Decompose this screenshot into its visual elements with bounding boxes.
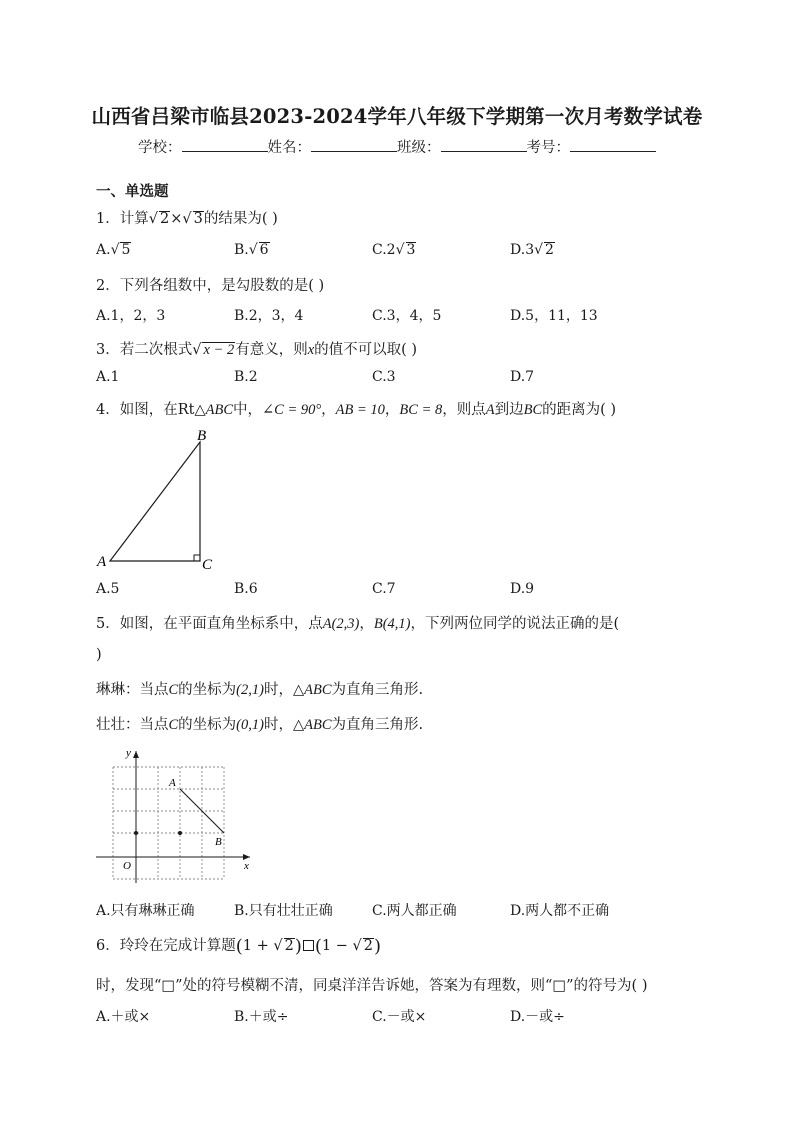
- q5-option-b[interactable]: B.只有壮壮正确: [234, 903, 333, 919]
- q4-condition: BC = 8: [399, 402, 443, 418]
- q6-radicand: 2: [363, 938, 373, 954]
- triangle-figure: [94, 423, 224, 573]
- q1-option-b[interactable]: [234, 242, 270, 258]
- q6-option-c[interactable]: C.－或×: [372, 1009, 427, 1025]
- section-heading: 一、单选题: [96, 183, 169, 200]
- q5-coord: (0,1): [236, 717, 264, 733]
- q1-option-d[interactable]: [510, 242, 555, 258]
- option-label: D.: [510, 242, 526, 258]
- q5-point-c: C: [168, 682, 179, 698]
- q4-sep: ，: [384, 402, 400, 418]
- y-axis-arrow-icon: [133, 751, 139, 758]
- q5-triangle: △ABC: [292, 717, 332, 733]
- q3-mid: 有意义，则: [235, 342, 308, 358]
- q3-option-a[interactable]: A.1: [96, 369, 120, 385]
- q4-side: BC: [523, 402, 543, 418]
- q1-option-a[interactable]: [96, 242, 131, 258]
- q6-text: 6．玲玲在完成计算题: [96, 938, 236, 954]
- q4-sep: ，: [321, 402, 336, 418]
- sqrt-icon: √: [395, 242, 405, 258]
- school-label: 学校：: [138, 140, 182, 156]
- q6-radicand: 2: [284, 938, 294, 954]
- right-paren: ): [373, 936, 382, 957]
- q4-option-b[interactable]: B.6: [234, 581, 258, 597]
- question-3: [96, 338, 417, 359]
- option-label: A.: [96, 242, 111, 258]
- radicand: 2: [545, 242, 554, 258]
- q5-text: 壮壮：当点: [96, 717, 169, 733]
- id-label: 考号：: [526, 140, 570, 156]
- left-paren: (: [314, 936, 322, 957]
- q5-option-c[interactable]: C.两人都正确: [372, 903, 457, 919]
- q3-suffix: 的值不可以取( ): [314, 342, 418, 358]
- y-axis-label: y: [126, 747, 131, 759]
- q1-times: ×: [170, 211, 183, 227]
- sqrt-icon: √: [273, 938, 283, 954]
- vertex-c-label: C: [202, 557, 213, 573]
- q3-variable: x: [307, 342, 315, 358]
- sqrt-icon: √: [248, 242, 258, 258]
- class-blank: [441, 138, 527, 152]
- q5-coord: (2,1): [236, 682, 264, 698]
- q3-radicand: x − 2: [203, 342, 235, 358]
- q4-text: ，则点: [442, 402, 486, 418]
- question-4: [96, 398, 616, 419]
- q4-option-d[interactable]: D.9: [510, 581, 535, 597]
- q5-option-a[interactable]: A.只有琳琳正确: [96, 903, 195, 919]
- sqrt-icon: √: [192, 342, 202, 358]
- q2-option-a[interactable]: A.1，2，3: [96, 308, 166, 324]
- q5-text: 为直角三角形.: [331, 717, 424, 733]
- origin-label: O: [123, 860, 131, 872]
- q5-statement-1: [96, 678, 423, 699]
- q5-text: ，下列两位同学的说法正确的是(: [410, 616, 620, 632]
- q5-point-a: A(2,3): [322, 616, 360, 632]
- q5-text: 琳琳：当点: [96, 682, 169, 698]
- sqrt-icon: √: [110, 242, 120, 258]
- q3-option-b[interactable]: B.2: [234, 369, 258, 385]
- right-paren: ): [294, 936, 302, 957]
- coefficient: 2: [386, 242, 396, 258]
- q2-option-b[interactable]: B.2，3，4: [234, 308, 304, 324]
- q2-option-d[interactable]: D.5，11，13: [510, 308, 598, 324]
- q4-text: 的距离为( ): [542, 402, 617, 418]
- q5-text: 为直角三角形.: [331, 682, 424, 698]
- q6-option-d[interactable]: D.－或÷: [510, 1009, 565, 1025]
- q4-condition: ∠C = 90°: [262, 402, 322, 418]
- q6-expr: 1 −: [321, 938, 353, 954]
- option-label: B.: [234, 242, 249, 258]
- option-label: C.: [372, 242, 387, 258]
- point-b-label: B: [215, 836, 222, 848]
- x-axis-label: x: [244, 860, 249, 872]
- q1-suffix: 的结果为( ): [203, 211, 278, 227]
- q4-condition: AB = 10: [335, 402, 385, 418]
- exam-title: 山西省吕梁市临县2023-2024学年八年级下学期第一次月考数学试卷: [91, 105, 703, 128]
- q3-prefix: 3．若二次根式: [96, 342, 193, 358]
- sqrt-icon: √: [182, 211, 192, 227]
- name-label: 姓名：: [267, 140, 311, 156]
- sqrt-icon: √: [352, 938, 362, 954]
- vertex-a-label: A: [97, 554, 107, 570]
- radicand: 6: [259, 242, 269, 258]
- q1-prefix: 1．计算: [96, 211, 149, 227]
- blurred-operator-box-icon: [303, 940, 314, 951]
- q1-radicand-b: 3: [193, 211, 203, 227]
- left-paren: (: [235, 936, 243, 957]
- q4-point: A: [485, 402, 495, 418]
- q6-expr: 1 +: [242, 938, 274, 954]
- student-info-line: [0, 136, 794, 157]
- q6-line-2: 时，发现“□”处的符号模糊不清，同桌洋洋告诉她，答案为有理数，则“□”的符号为( ): [96, 978, 648, 994]
- question-5: [96, 612, 619, 633]
- point-on-y-axis: [134, 831, 138, 835]
- question-2: 2．下列各组数中，是勾股数的是( ): [96, 278, 325, 294]
- q5-option-d[interactable]: D.两人都不正确: [510, 903, 610, 919]
- question-6: [96, 934, 381, 956]
- id-blank: [570, 138, 656, 152]
- q5-text: 的坐标为: [178, 717, 237, 733]
- q5-triangle: △ABC: [292, 682, 332, 698]
- q5-sep: ，: [359, 616, 374, 632]
- name-blank: [311, 138, 397, 152]
- q5-text: 时，: [263, 682, 293, 698]
- q5-statement-2: [96, 713, 423, 734]
- question-1: [96, 207, 278, 228]
- radicand: 3: [406, 242, 416, 258]
- vertex-b-label: B: [197, 428, 207, 444]
- q5-point-b: B(4,1): [373, 616, 411, 632]
- point-2-1: [178, 831, 182, 835]
- q1-option-c[interactable]: [372, 242, 416, 258]
- school-blank: [182, 138, 268, 152]
- q3-option-c[interactable]: C.3: [372, 369, 396, 385]
- sqrt-icon: √: [534, 242, 544, 258]
- q3-option-d[interactable]: D.7: [510, 369, 535, 385]
- q6-option-b[interactable]: B.＋或÷: [234, 1009, 289, 1025]
- q6-option-a[interactable]: A.＋或×: [96, 1009, 151, 1025]
- q4-text: 4．如图，在Rt△: [96, 402, 206, 418]
- sqrt-icon: √: [148, 211, 158, 227]
- q5-text: 的坐标为: [178, 682, 237, 698]
- triangle-shape: [110, 442, 200, 561]
- right-angle-mark: [194, 555, 200, 561]
- coefficient: 3: [525, 242, 535, 258]
- q5-close-paren: ): [96, 647, 102, 663]
- q5-text: 时，: [263, 717, 293, 733]
- q4-option-a[interactable]: A.5: [96, 581, 120, 597]
- q4-text: 到边: [494, 402, 524, 418]
- q4-option-c[interactable]: C.7: [372, 581, 396, 597]
- q1-radicand-a: 2: [159, 211, 170, 227]
- class-label: 班级：: [397, 140, 441, 156]
- q4-text: 中，: [233, 402, 263, 418]
- q2-option-c[interactable]: C.3，4，5: [372, 308, 442, 324]
- q5-text: 5．如图，在平面直角坐标系中，点: [96, 616, 323, 632]
- coordinate-grid-figure: [92, 745, 257, 885]
- point-a-label: A: [169, 777, 176, 789]
- q4-triangle: ABC: [205, 402, 234, 418]
- q5-point-c: C: [168, 717, 179, 733]
- radicand: 5: [121, 242, 131, 258]
